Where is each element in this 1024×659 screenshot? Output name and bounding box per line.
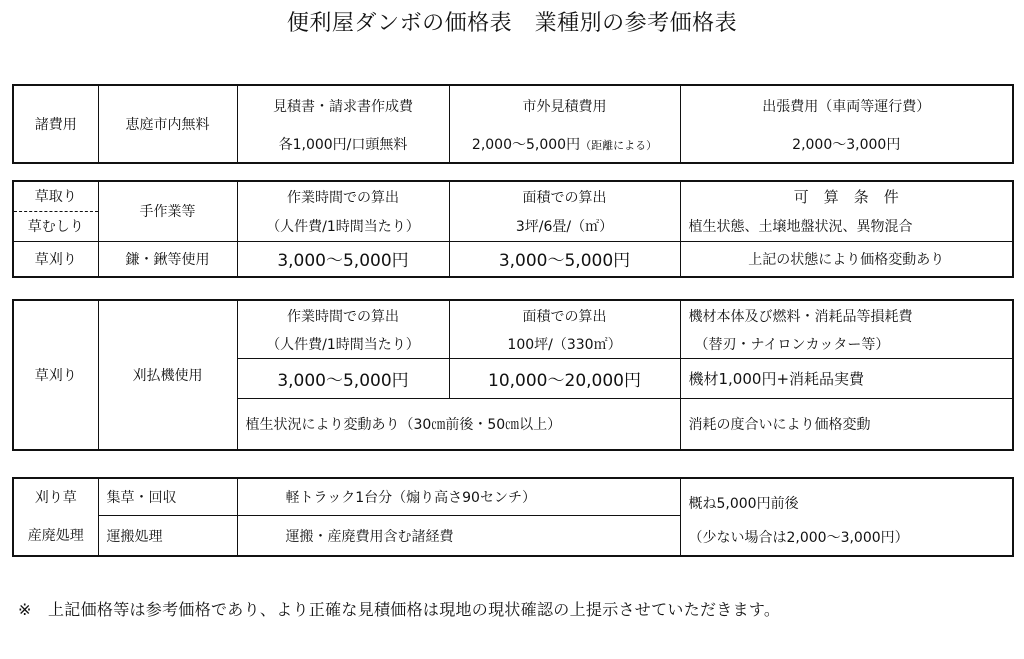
misc-item-cell: 恵庭市内無料 xyxy=(98,85,237,163)
area-calc-header: 面積での算出 xyxy=(449,181,680,211)
bc-area-header: 面積での算出 xyxy=(449,300,680,330)
disposal-price-main: 概ね5,000円前後 xyxy=(688,496,799,512)
time-calc-header: 作業時間での算出 xyxy=(237,181,449,211)
truck-load-cell: 軽トラック1台分（煽り高さ90センチ） xyxy=(237,478,680,516)
manual-method-cell: 手作業等 xyxy=(98,181,237,241)
brushcutter-method: 刈払機使用 xyxy=(98,300,237,450)
outside-estimate-header: 市外見積費用 xyxy=(449,85,680,125)
footnote: ※ 上記価格等は参考価格であり、より正確な見積価格は現地の現状確認の上提示させていただきます。 xyxy=(18,600,781,619)
manual-area-price: 3,000〜5,000円 xyxy=(449,241,680,277)
machine-cost-subheader: （替刃・ナイロンカッター等） xyxy=(680,330,1013,358)
manual-time-price: 3,000〜5,000円 xyxy=(237,241,449,277)
bc-area-price: 10,000〜20,000円 xyxy=(449,358,680,398)
estimate-fee-value: 各1,000円/口頭無料 xyxy=(237,125,449,163)
travel-fee-value: 2,000〜3,000円 xyxy=(680,125,1013,163)
bc-area-subheader: 100坪/（330㎡） xyxy=(449,330,680,358)
area-calc-subheader: 3坪/6畳/（㎡） xyxy=(449,211,680,241)
brushcutter-label: 草刈り xyxy=(13,300,98,450)
bc-time-header: 作業時間での算出 xyxy=(237,300,449,330)
vegetation-note: 植生状況により変動あり（30㎝前後・50㎝以上） xyxy=(237,398,680,450)
misc-category-cell: 諸費用 xyxy=(13,85,98,163)
brushcutter-table xyxy=(12,299,1014,451)
travel-fee-header: 出張費用（車両等運行費） xyxy=(680,85,1013,125)
time-calc-subheader: （人件費/1時間当たり） xyxy=(237,211,449,241)
industrial-waste-label: 産廃処理 xyxy=(13,516,98,556)
transport-cell: 運搬処理 xyxy=(98,516,237,556)
page-title: 便利屋ダンボの価格表 業種別の参考価格表 xyxy=(286,11,738,36)
bc-time-subheader: （人件費/1時間当たり） xyxy=(237,330,449,358)
fees-cell: 運搬・産廃費用含む諸経費 xyxy=(237,516,680,556)
conditions-header: 可 算 条 件 xyxy=(680,181,1013,211)
outside-estimate-value xyxy=(449,125,680,163)
conditions-detail: 植生状態、土壌地盤状況、異物混合 xyxy=(680,211,1013,241)
manual-weeding-table xyxy=(12,180,1014,278)
mowing-label: 草刈り xyxy=(13,241,98,277)
disposal-price-small: （少ない場合は2,000〜3,000円） xyxy=(688,530,909,546)
cut-grass-label: 刈り草 xyxy=(13,478,98,516)
weeding-label-top1: 草取り xyxy=(13,181,98,211)
estimate-fee-header: 見積書・請求書作成費 xyxy=(237,85,449,125)
machine-cost-header: 機材本体及び燃料・消耗品等損耗費 xyxy=(680,300,1013,330)
sickle-method-cell: 鎌・鍬等使用 xyxy=(98,241,237,277)
weeding-label-top2: 草むしり xyxy=(13,211,98,241)
collection-cell: 集草・回収 xyxy=(98,478,237,516)
outside-estimate-note: （距離による） xyxy=(580,138,658,152)
misc-fees-table xyxy=(12,84,1014,164)
outside-estimate-price: 2,000〜5,000円 xyxy=(471,136,581,153)
disposal-table xyxy=(12,477,1014,557)
bc-time-price: 3,000〜5,000円 xyxy=(237,358,449,398)
wear-note: 消耗の度合いにより価格変動 xyxy=(680,398,1013,450)
conditions-note: 上記の状態により価格変動あり xyxy=(680,241,1013,277)
machine-price: 機材1,000円+消耗品実費 xyxy=(680,358,1013,398)
disposal-price-cell xyxy=(680,478,1013,556)
